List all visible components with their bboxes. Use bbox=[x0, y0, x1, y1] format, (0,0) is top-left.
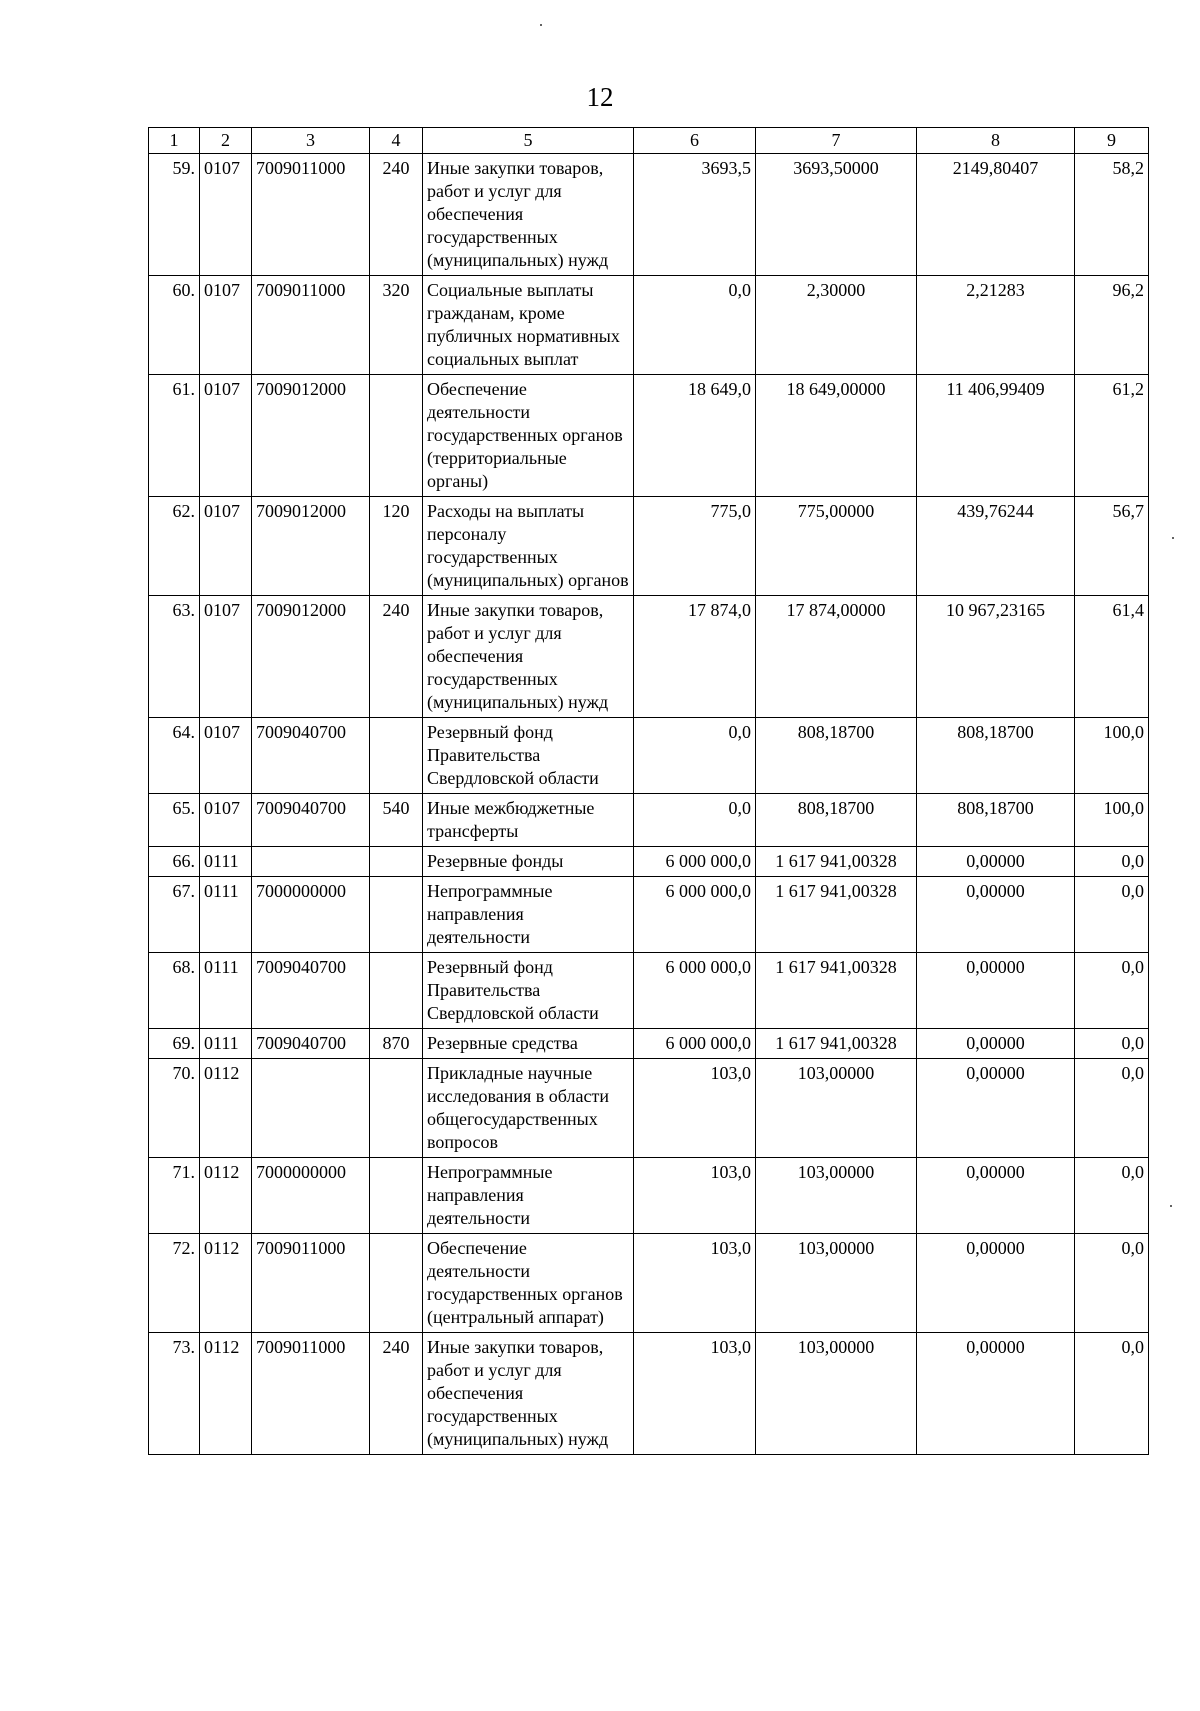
amount-revised-cell: 18 649,00000 bbox=[756, 375, 917, 497]
target-code-cell: 7009040700 bbox=[252, 953, 370, 1029]
row-number-cell: 59. bbox=[149, 154, 200, 276]
target-code-cell: 7000000000 bbox=[252, 877, 370, 953]
expense-type-cell: 240 bbox=[370, 596, 423, 718]
header-row bbox=[149, 128, 1149, 154]
item-name-cell: Резервные фонды bbox=[423, 847, 634, 877]
section-code-cell: 0111 bbox=[200, 877, 252, 953]
row-number-cell: 60. bbox=[149, 276, 200, 375]
column-header: 6 bbox=[634, 128, 756, 154]
expense-type-cell: 320 bbox=[370, 276, 423, 375]
table-row bbox=[149, 1333, 1149, 1455]
amount-revised-cell: 17 874,00000 bbox=[756, 596, 917, 718]
table-row bbox=[149, 1029, 1149, 1059]
row-number-cell: 68. bbox=[149, 953, 200, 1029]
amount-revised-cell: 103,00000 bbox=[756, 1333, 917, 1455]
amount-approved-cell: 6 000 000,0 bbox=[634, 847, 756, 877]
table-row bbox=[149, 794, 1149, 847]
row-number-cell: 64. bbox=[149, 718, 200, 794]
section-code-cell: 0107 bbox=[200, 497, 252, 596]
execution-percent-cell: 0,0 bbox=[1075, 877, 1149, 953]
table-row bbox=[149, 154, 1149, 276]
table-row bbox=[149, 375, 1149, 497]
amount-executed-cell: 0,00000 bbox=[917, 1234, 1075, 1333]
amount-revised-cell: 1 617 941,00328 bbox=[756, 1029, 917, 1059]
expense-type-cell bbox=[370, 1234, 423, 1333]
expense-type-cell bbox=[370, 718, 423, 794]
section-code-cell: 0112 bbox=[200, 1059, 252, 1158]
column-header: 4 bbox=[370, 128, 423, 154]
row-number-cell: 66. bbox=[149, 847, 200, 877]
target-code-cell: 7009012000 bbox=[252, 596, 370, 718]
amount-revised-cell: 808,18700 bbox=[756, 794, 917, 847]
execution-percent-cell: 56,7 bbox=[1075, 497, 1149, 596]
amount-revised-cell: 1 617 941,00328 bbox=[756, 847, 917, 877]
target-code-cell: 7009011000 bbox=[252, 1333, 370, 1455]
expense-type-cell: 240 bbox=[370, 154, 423, 276]
item-name-cell: Иные межбюджетные трансферты bbox=[423, 794, 634, 847]
section-code-cell: 0112 bbox=[200, 1234, 252, 1333]
section-code-cell: 0107 bbox=[200, 718, 252, 794]
amount-executed-cell: 0,00000 bbox=[917, 877, 1075, 953]
row-number-cell: 67. bbox=[149, 877, 200, 953]
page-number: 12 bbox=[586, 82, 614, 112]
target-code-cell: 7009012000 bbox=[252, 497, 370, 596]
amount-executed-cell: 808,18700 bbox=[917, 718, 1075, 794]
target-code-cell: 7009040700 bbox=[252, 794, 370, 847]
scan-speck bbox=[1172, 537, 1174, 539]
amount-revised-cell: 103,00000 bbox=[756, 1158, 917, 1234]
table-row bbox=[149, 596, 1149, 718]
table-body bbox=[149, 154, 1149, 1455]
item-name-cell: Резервные средства bbox=[423, 1029, 634, 1059]
amount-executed-cell: 0,00000 bbox=[917, 1029, 1075, 1059]
column-header: 5 bbox=[423, 128, 634, 154]
expense-type-cell bbox=[370, 375, 423, 497]
scan-speck bbox=[1170, 1205, 1172, 1207]
table-row bbox=[149, 276, 1149, 375]
amount-revised-cell: 1 617 941,00328 bbox=[756, 953, 917, 1029]
item-name-cell: Резервный фонд Правительства Свердловской области bbox=[423, 718, 634, 794]
column-header: 9 bbox=[1075, 128, 1149, 154]
expense-type-cell bbox=[370, 1158, 423, 1234]
amount-revised-cell: 3693,50000 bbox=[756, 154, 917, 276]
amount-executed-cell: 808,18700 bbox=[917, 794, 1075, 847]
target-code-cell: 7000000000 bbox=[252, 1158, 370, 1234]
target-code-cell: 7009012000 bbox=[252, 375, 370, 497]
item-name-cell: Резервный фонд Правительства Свердловской области bbox=[423, 953, 634, 1029]
target-code-cell: 7009040700 bbox=[252, 718, 370, 794]
execution-percent-cell: 0,0 bbox=[1075, 1234, 1149, 1333]
execution-percent-cell: 0,0 bbox=[1075, 1029, 1149, 1059]
amount-executed-cell: 0,00000 bbox=[917, 1158, 1075, 1234]
amount-approved-cell: 6 000 000,0 bbox=[634, 877, 756, 953]
target-code-cell: 7009011000 bbox=[252, 1234, 370, 1333]
amount-approved-cell: 0,0 bbox=[634, 718, 756, 794]
budget-table bbox=[148, 127, 1149, 1455]
item-name-cell: Непрограммные направления деятельности bbox=[423, 1158, 634, 1234]
section-code-cell: 0107 bbox=[200, 154, 252, 276]
amount-executed-cell: 2149,80407 bbox=[917, 154, 1075, 276]
section-code-cell: 0112 bbox=[200, 1158, 252, 1234]
row-number-cell: 62. bbox=[149, 497, 200, 596]
execution-percent-cell: 0,0 bbox=[1075, 1333, 1149, 1455]
amount-revised-cell: 775,00000 bbox=[756, 497, 917, 596]
amount-executed-cell: 0,00000 bbox=[917, 1333, 1075, 1455]
amount-approved-cell: 3693,5 bbox=[634, 154, 756, 276]
amount-approved-cell: 6 000 000,0 bbox=[634, 953, 756, 1029]
target-code-cell bbox=[252, 1059, 370, 1158]
execution-percent-cell: 61,4 bbox=[1075, 596, 1149, 718]
target-code-cell: 7009011000 bbox=[252, 276, 370, 375]
execution-percent-cell: 61,2 bbox=[1075, 375, 1149, 497]
amount-executed-cell: 439,76244 bbox=[917, 497, 1075, 596]
table-row bbox=[149, 1234, 1149, 1333]
execution-percent-cell: 0,0 bbox=[1075, 1158, 1149, 1234]
amount-approved-cell: 0,0 bbox=[634, 794, 756, 847]
execution-percent-cell: 100,0 bbox=[1075, 718, 1149, 794]
execution-percent-cell: 96,2 bbox=[1075, 276, 1149, 375]
row-number-cell: 71. bbox=[149, 1158, 200, 1234]
amount-approved-cell: 103,0 bbox=[634, 1333, 756, 1455]
amount-approved-cell: 6 000 000,0 bbox=[634, 1029, 756, 1059]
row-number-cell: 73. bbox=[149, 1333, 200, 1455]
item-name-cell: Иные закупки товаров, работ и услуг для обеспечения государственных (муниципальных) нужд bbox=[423, 1333, 634, 1455]
table-row bbox=[149, 1158, 1149, 1234]
amount-executed-cell: 10 967,23165 bbox=[917, 596, 1075, 718]
expense-type-cell: 120 bbox=[370, 497, 423, 596]
table-row bbox=[149, 718, 1149, 794]
item-name-cell: Обеспечение деятельности государственных органов (центральный аппарат) bbox=[423, 1234, 634, 1333]
execution-percent-cell: 0,0 bbox=[1075, 847, 1149, 877]
amount-approved-cell: 17 874,0 bbox=[634, 596, 756, 718]
amount-approved-cell: 103,0 bbox=[634, 1158, 756, 1234]
row-number-cell: 61. bbox=[149, 375, 200, 497]
amount-revised-cell: 2,30000 bbox=[756, 276, 917, 375]
table-row bbox=[149, 877, 1149, 953]
column-header: 3 bbox=[252, 128, 370, 154]
amount-executed-cell: 0,00000 bbox=[917, 1059, 1075, 1158]
column-header: 7 bbox=[756, 128, 917, 154]
amount-approved-cell: 775,0 bbox=[634, 497, 756, 596]
section-code-cell: 0111 bbox=[200, 1029, 252, 1059]
item-name-cell: Прикладные научные исследования в области общегосударственных вопросов bbox=[423, 1059, 634, 1158]
item-name-cell: Расходы на выплаты персоналу государственных (муниципальных) органов bbox=[423, 497, 634, 596]
amount-revised-cell: 103,00000 bbox=[756, 1059, 917, 1158]
section-code-cell: 0111 bbox=[200, 953, 252, 1029]
item-name-cell: Обеспечение деятельности государственных органов (территориальные органы) bbox=[423, 375, 634, 497]
amount-approved-cell: 103,0 bbox=[634, 1234, 756, 1333]
section-code-cell: 0107 bbox=[200, 794, 252, 847]
table-row bbox=[149, 847, 1149, 877]
execution-percent-cell: 0,0 bbox=[1075, 953, 1149, 1029]
row-number-cell: 69. bbox=[149, 1029, 200, 1059]
column-header: 8 bbox=[917, 128, 1075, 154]
expense-type-cell: 870 bbox=[370, 1029, 423, 1059]
section-code-cell: 0107 bbox=[200, 375, 252, 497]
execution-percent-cell: 58,2 bbox=[1075, 154, 1149, 276]
row-number-cell: 72. bbox=[149, 1234, 200, 1333]
section-code-cell: 0111 bbox=[200, 847, 252, 877]
amount-revised-cell: 808,18700 bbox=[756, 718, 917, 794]
column-header: 1 bbox=[149, 128, 200, 154]
amount-executed-cell: 0,00000 bbox=[917, 847, 1075, 877]
item-name-cell: Социальные выплаты гражданам, кроме публичных нормативных социальных выплат bbox=[423, 276, 634, 375]
amount-approved-cell: 103,0 bbox=[634, 1059, 756, 1158]
execution-percent-cell: 100,0 bbox=[1075, 794, 1149, 847]
amount-executed-cell: 2,21283 bbox=[917, 276, 1075, 375]
row-number-cell: 70. bbox=[149, 1059, 200, 1158]
table-row bbox=[149, 497, 1149, 596]
amount-revised-cell: 1 617 941,00328 bbox=[756, 877, 917, 953]
expense-type-cell bbox=[370, 1059, 423, 1158]
amount-approved-cell: 0,0 bbox=[634, 276, 756, 375]
row-number-cell: 63. bbox=[149, 596, 200, 718]
target-code-cell: 7009040700 bbox=[252, 1029, 370, 1059]
expense-type-cell: 540 bbox=[370, 794, 423, 847]
target-code-cell: 7009011000 bbox=[252, 154, 370, 276]
expense-type-cell bbox=[370, 877, 423, 953]
table-row bbox=[149, 1059, 1149, 1158]
target-code-cell bbox=[252, 847, 370, 877]
item-name-cell: Непрограммные направления деятельности bbox=[423, 877, 634, 953]
expense-type-cell: 240 bbox=[370, 1333, 423, 1455]
item-name-cell: Иные закупки товаров, работ и услуг для обеспечения государственных (муниципальных) нужд bbox=[423, 154, 634, 276]
section-code-cell: 0112 bbox=[200, 1333, 252, 1455]
execution-percent-cell: 0,0 bbox=[1075, 1059, 1149, 1158]
expense-type-cell bbox=[370, 847, 423, 877]
section-code-cell: 0107 bbox=[200, 276, 252, 375]
item-name-cell: Иные закупки товаров, работ и услуг для обеспечения государственных (муниципальных) нужд bbox=[423, 596, 634, 718]
amount-executed-cell: 11 406,99409 bbox=[917, 375, 1075, 497]
amount-revised-cell: 103,00000 bbox=[756, 1234, 917, 1333]
scan-speck bbox=[540, 24, 542, 26]
amount-approved-cell: 18 649,0 bbox=[634, 375, 756, 497]
section-code-cell: 0107 bbox=[200, 596, 252, 718]
expense-type-cell bbox=[370, 953, 423, 1029]
amount-executed-cell: 0,00000 bbox=[917, 953, 1075, 1029]
row-number-cell: 65. bbox=[149, 794, 200, 847]
table-row bbox=[149, 953, 1149, 1029]
column-header: 2 bbox=[200, 128, 252, 154]
